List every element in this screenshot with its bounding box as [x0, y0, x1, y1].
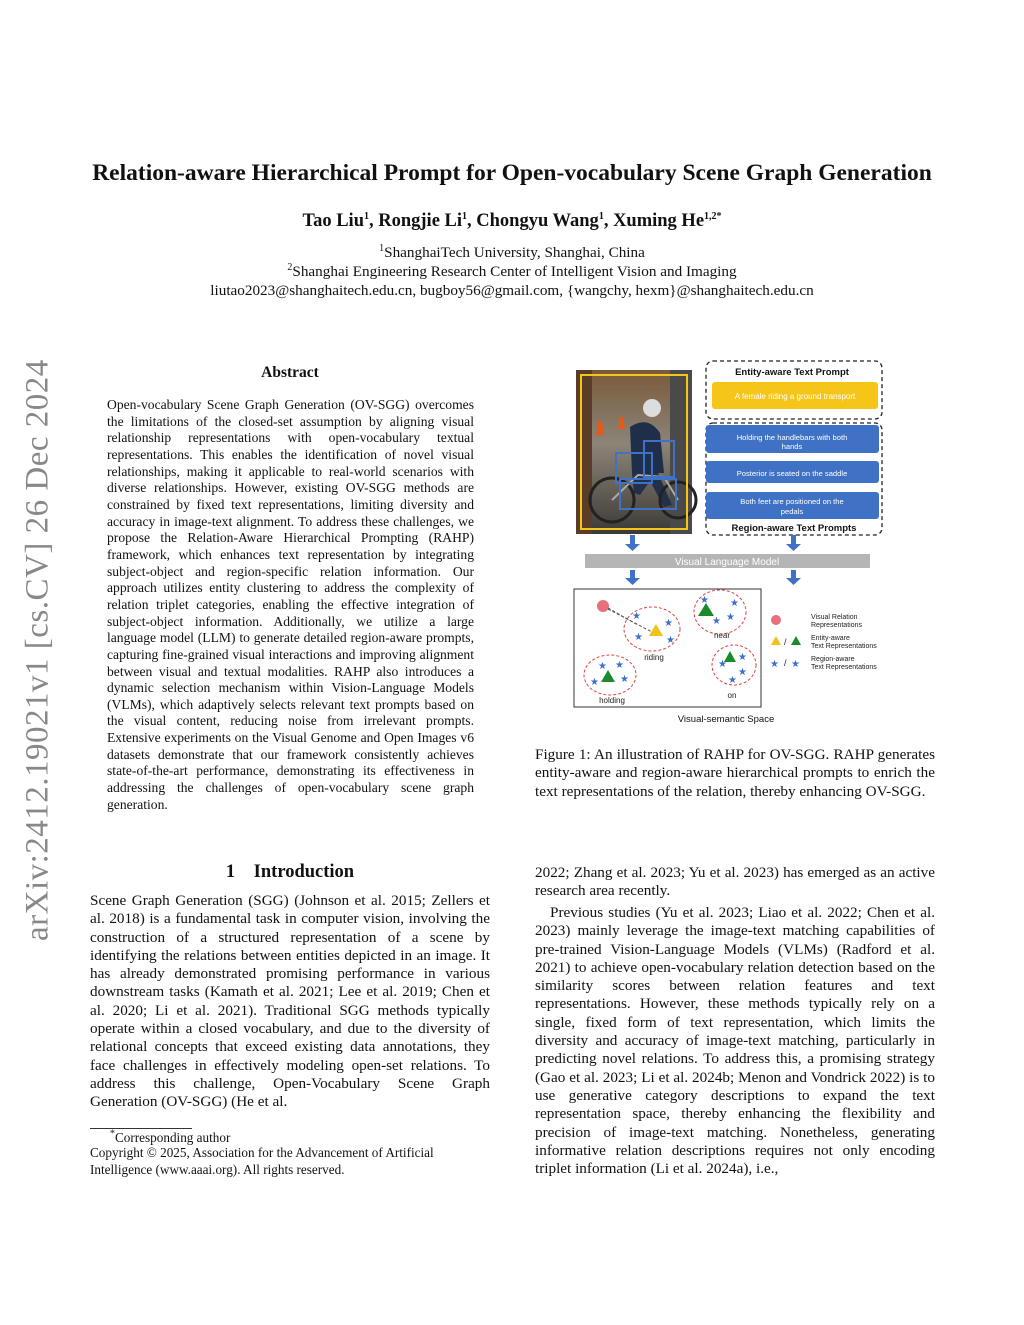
svg-text:★: ★	[590, 677, 599, 688]
author-affil-mark: 1	[364, 210, 369, 222]
svg-text:★: ★	[738, 667, 747, 678]
author-name: Tao Liu	[302, 211, 364, 231]
author-affil-mark: 1	[598, 210, 604, 222]
region-prompt-text: pedals	[780, 507, 804, 516]
svg-text:/: /	[784, 637, 787, 647]
space-title: Visual-semantic Space	[677, 714, 775, 725]
intro-paragraph-1-continued: 2022; Zhang et al. 2023; Yu et al. 2023) has emerged as an active research area recently.	[535, 864, 935, 900]
affiliation-2	[60, 262, 964, 281]
svg-text:★: ★	[620, 674, 629, 685]
footnote-rule	[90, 1128, 192, 1129]
down-arrow-icon	[625, 570, 640, 585]
svg-text:★: ★	[615, 660, 624, 671]
footnote-corresponding-text: Corresponding author	[115, 1130, 231, 1145]
affiliation-1	[60, 243, 964, 262]
legend-region-icon: ★	[791, 659, 800, 670]
space-label-on: on	[727, 691, 737, 700]
svg-text:★: ★	[726, 612, 735, 623]
section-title: Introduction	[253, 862, 355, 882]
down-arrow-icon	[625, 535, 640, 551]
author-name: Xuming He	[613, 211, 705, 231]
svg-text:★: ★	[634, 632, 643, 643]
space-label-holding: holding	[599, 696, 625, 705]
svg-text:★: ★	[664, 618, 673, 629]
region-star-icon	[590, 595, 747, 688]
entity-prompt-title: Entity-aware Text Prompt	[735, 367, 849, 378]
legend-region-icon: ★	[770, 659, 779, 670]
author-affil-mark: 1,2*	[704, 210, 722, 222]
intro-paragraph-1: Scene Graph Generation (SGG) (Johnson et al. 2015; Zellers et al. 2018) is a fundamental task in computer vision, involving the construction of a structured representation of a scene by identifying the relations between entities depicted in an image. It has already demonstrated promising performance in various downstream tasks (Kamath et al. 2021; Lee et al. 2019; Chen et al. 2020; Li et al. 2021). Traditional SGG methods typically operate within a closed vocabulary, and due to the diversity of relational concepts that exceed existing data annotations, they face challenges in effectively modeling open-set relations. To address this challenge, Open-Vocabulary Scene Graph Generation (OV-SGG) (He et al.	[90, 892, 490, 1111]
region-prompt-title: Region-aware Text Prompts	[731, 523, 857, 534]
legend-entity-icon	[771, 636, 781, 645]
space-label-near: near	[713, 631, 731, 640]
section-number: 1	[225, 862, 236, 882]
author-emails: liutao2023@shanghaitech.edu.cn, bugboy56@gmail.com, {wangchy, hexm}@shanghaitech.edu.cn	[210, 282, 814, 299]
entity-triangle-icon	[649, 624, 663, 636]
author-name: Rongjie Li	[378, 211, 463, 231]
legend-region-text: Region-aware	[811, 656, 855, 663]
svg-text:★: ★	[598, 661, 607, 672]
author-affil-mark: 1	[462, 210, 468, 222]
svg-text:★: ★	[738, 652, 747, 663]
legend-relation-icon	[771, 615, 781, 625]
down-arrow-icon	[786, 535, 801, 551]
relation-point-icon	[597, 600, 609, 612]
region-prompt-text: Posterior is seated on the saddle	[736, 469, 848, 478]
down-arrow-icon	[786, 570, 801, 585]
legend-entity-text: Text Representations	[811, 643, 877, 650]
author-name: Chongyu Wang	[476, 211, 599, 231]
region-prompt-text: hands	[781, 442, 803, 451]
legend-region-text: Text Representations	[811, 664, 877, 671]
abstract-text: Open-vocabulary Scene Graph Generation (OV-SGG) overcomes the limitations of the closed-set assumption by aligning visual relationship representations with open-vocabulary textual representations. This enables the identification of novel visual relationships, making it applicable to real-world scenarios with diverse relationships. However, existing OV-SGG methods are constrained by fixed text representations, limiting diversity and accuracy in image-text alignment. To address these challenges, we propose the Relation-Aware Hierarchical Prompting (RAHP) framework, which enhances text representation by integrating subject-object and region-specific relation information. Our approach utilizes entity clustering to address the complexity of relation triplet categories, enabling the effective integration of subject-object information. Additionally, we utilize a large language model (LLM) to generate detailed region-aware prompts, capturing fine-grained visual interactions and improving alignment between visual and textual modalities. RAHP also introduces a dynamic selection mechanism within Vision-Language Models (VLMs), which adaptively selects relevant text prompts based on the visual content, reducing noise from irrelevant prompts. Extensive experiments on the Visual Genome and Open Images v6 datasets demonstrate that our framework consistently achieves state-of-the-art performance, demonstrating its effectiveness in addressing the challenges of open-vocabulary scene graph generation.	[107, 397, 474, 812]
section-heading-introduction	[90, 862, 490, 883]
entity-prompt-text: A female riding a ground transport	[734, 392, 856, 401]
intro-paragraph-2: Previous studies (Yu et al. 2023; Liao et al. 2022; Chen et al. 2023) mainly leverage the image-text matching capabilities of pre-trained Vision-Language Models (VLMs) (Radford et al. 2021) to achieve open-vocabulary relation detection based on the similarity scores between relation features and text representations. However, these methods typically rely on a single, fixed form of text representation, which limits the diversity and accuracy of image-text matching, particularly in predicting novel relations. To address this, a promising strategy (Gao et al. 2023; Li et al. 2024b; Menon and Vondrick 2022) is to use generative category descriptions to expand the text representation space, thereby enhancing the flexibility and precision of image-text matching. Nonetheless, generating informative relation descriptions requires not only encoding triplet information (Li et al. 2024a), i.e.,	[535, 904, 935, 1178]
svg-text:★: ★	[700, 595, 709, 606]
space-label-riding: riding	[644, 653, 664, 662]
svg-text:★: ★	[718, 659, 727, 670]
paper-title: Relation-aware Hierarchical Prompt for Open-vocabulary Scene Graph Generation	[92, 160, 932, 186]
cyclist-photo	[576, 370, 696, 534]
svg-text:★: ★	[728, 675, 737, 686]
legend-relation-text: Representations	[811, 622, 862, 629]
footnote-copyright: Copyright © 2025, Association for the Advancement of Artificial Intelligence (www.aaai.org). All rights reserved.	[90, 1145, 434, 1177]
affiliation-text: ShanghaiTech University, Shanghai, China	[384, 244, 645, 261]
arxiv-sidebar-id: arXiv:2412.19021v1 [cs.CV] 26 Dec 2024	[19, 359, 56, 941]
author-list: Tao Liu$^1$, Rongjie Li$^1$, Chongyu Wang$^1$, Xuming $He^{1,2*}$	[302, 210, 722, 231]
affiliation-mark: 2	[287, 261, 293, 273]
vlm-label: Visual Language Model	[674, 557, 780, 568]
svg-text:★: ★	[712, 616, 721, 627]
svg-text:★: ★	[632, 611, 641, 622]
legend-relation-text: Visual Relation	[811, 614, 858, 621]
svg-text:★: ★	[666, 635, 675, 646]
footnote-corresponding: *Corresponding author	[110, 1128, 231, 1145]
affiliation-mark: 1	[379, 242, 385, 254]
figure-1	[560, 355, 900, 735]
legend-entity-text: Entity-aware	[811, 635, 850, 642]
affiliation-text: Shanghai Engineering Research Center of Intelligent Vision and Imaging	[292, 263, 737, 280]
figure-1-caption: Figure 1: An illustration of RAHP for OV-SGG. RAHP generates entity-aware and region-aware hierarchical prompts to enrich the text representations of the relation, thereby enhancing OV-SGG.	[535, 746, 935, 800]
legend-entity-icon	[791, 636, 801, 645]
region-prompt-text: Holding the handlebars with both	[736, 433, 848, 442]
abstract-heading: Abstract	[261, 364, 319, 381]
region-prompt-text: Both feet are positioned on the	[740, 497, 844, 506]
svg-text:/: /	[784, 658, 787, 668]
svg-text:★: ★	[730, 598, 739, 609]
